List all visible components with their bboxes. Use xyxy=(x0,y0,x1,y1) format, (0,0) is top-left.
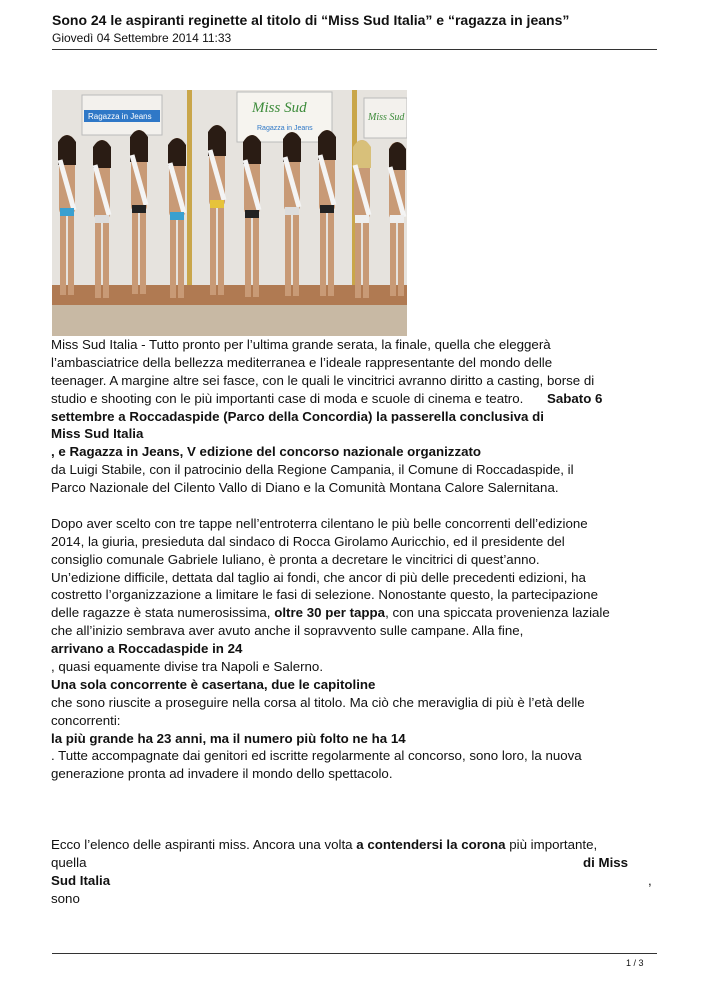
contestants-photo-illustration xyxy=(52,90,407,336)
bold-line: , e Ragazza in Jeans, V edizione del concorso nazionale organizzato xyxy=(51,444,482,460)
text-line: che all’inizio sembrava aver avuto anche il sopravvento sulle campane. Alla fine, xyxy=(51,623,524,639)
footer-divider xyxy=(52,953,657,954)
bold-text: Sabato 6 xyxy=(547,390,603,406)
paragraph-gap xyxy=(51,783,661,836)
banner-center-subtext: Ragazza in Jeans xyxy=(257,125,313,132)
text-line: costretto l’organizzazione a limitare le fasi di selezione. Nonostante questo, la partecipazione xyxy=(51,587,598,603)
bold-text: Sud Italia xyxy=(51,873,111,889)
text-span: delle ragazze è stata numerosissima, xyxy=(51,605,271,621)
text-line: generazione pronta ad invadere il mondo dello spettacolo. xyxy=(51,766,393,782)
text-span: studio e shooting con le più importanti case di moda e scuole di cinema e teatro. xyxy=(51,390,524,406)
text-line: l’ambasciatrice della bellezza mediterranea e l’ideale rappresentante del mondo delle xyxy=(51,354,553,370)
text-span: quella xyxy=(51,855,87,871)
text-span: , xyxy=(648,873,652,889)
text-line: teenager. A margine altre sei fasce, con le quali le vincitrici avranno diritto a casting, borse di xyxy=(51,372,595,388)
text-line: concorrenti: xyxy=(51,712,121,728)
text-line: da Luigi Stabile, con il patrocinio della Regione Campania, il Comune di Roccadaspide, il xyxy=(51,462,574,478)
bold-line: settembre a Roccadaspide (Parco della Concordia) la passerella conclusiva di xyxy=(51,408,544,424)
text-line: che sono riuscite a proseguire nella corsa al titolo. Ma ciò che meraviglia di più è l’età delle xyxy=(51,694,585,710)
text-line: Dopo aver scelto con tre tappe nell’entroterra cilentano le più belle concorrenti dell’edizione xyxy=(51,515,588,531)
bold-text: di Miss xyxy=(583,855,629,871)
text-line: consiglio comunale Gabriele Iuliano, è pronta a decretare le vincitrici di quest’anno. xyxy=(51,551,540,567)
text-span: più importante, xyxy=(509,837,598,853)
text-line: Un’edizione difficile, dettata dal taglio ai fondi, che ancor di più delle precedenti edizioni, ha xyxy=(51,569,586,585)
text-span: , con una spiccata provenienza laziale xyxy=(385,605,610,621)
article-body xyxy=(51,336,661,908)
text-line xyxy=(51,854,661,872)
text-line xyxy=(51,836,661,854)
text-line xyxy=(51,872,661,890)
bold-line: la più grande ha 23 anni, ma il numero più folto ne ha 14 xyxy=(51,730,406,746)
text-line: sono xyxy=(51,890,80,906)
text-line: , quasi equamente divise tra Napoli e Salerno. xyxy=(51,659,324,675)
banner-left-text: Ragazza in Jeans xyxy=(88,112,152,121)
article-photo xyxy=(52,90,407,336)
banner-right-text: Miss Sud xyxy=(368,112,405,123)
text-span: Ecco l’elenco delle aspiranti miss. Ancora una volta xyxy=(51,837,353,853)
bold-line: Una sola concorrente è casertana, due le capitoline xyxy=(51,676,376,692)
page-number: 1 / 3 xyxy=(626,958,644,968)
text-line: . Tutte accompagnate dai genitori ed iscritte regolarmente al concorso, sono loro, la nuova xyxy=(51,748,582,764)
article-title: Sono 24 le aspiranti reginette al titolo di “Miss Sud Italia” e “ragazza in jeans” xyxy=(52,12,570,28)
text-line: Parco Nazionale del Cilento Vallo di Diano e la Comunità Montana Calore Salernitana. xyxy=(51,480,559,496)
text-line: 2014, la giuria, presieduta dal sindaco di Rocca Girolamo Auricchio, ed il presidente del xyxy=(51,533,565,549)
bold-text: a contendersi la corona xyxy=(356,837,506,853)
text-line xyxy=(51,604,661,622)
banner-center-text: Miss Sud xyxy=(252,100,307,116)
header-divider xyxy=(52,49,657,50)
text-line: Miss Sud Italia - Tutto pronto per l’ultima grande serata, la finale, quella che eleggerà xyxy=(51,337,551,352)
bold-line: Miss Sud Italia xyxy=(51,426,144,442)
paragraph-gap xyxy=(51,497,661,515)
bold-line: arrivano a Roccadaspide in 24 xyxy=(51,641,243,657)
bold-text: oltre 30 per tappa xyxy=(274,605,386,621)
text-line xyxy=(51,390,661,408)
article-date: Giovedì 04 Settembre 2014 11:33 xyxy=(52,31,232,45)
